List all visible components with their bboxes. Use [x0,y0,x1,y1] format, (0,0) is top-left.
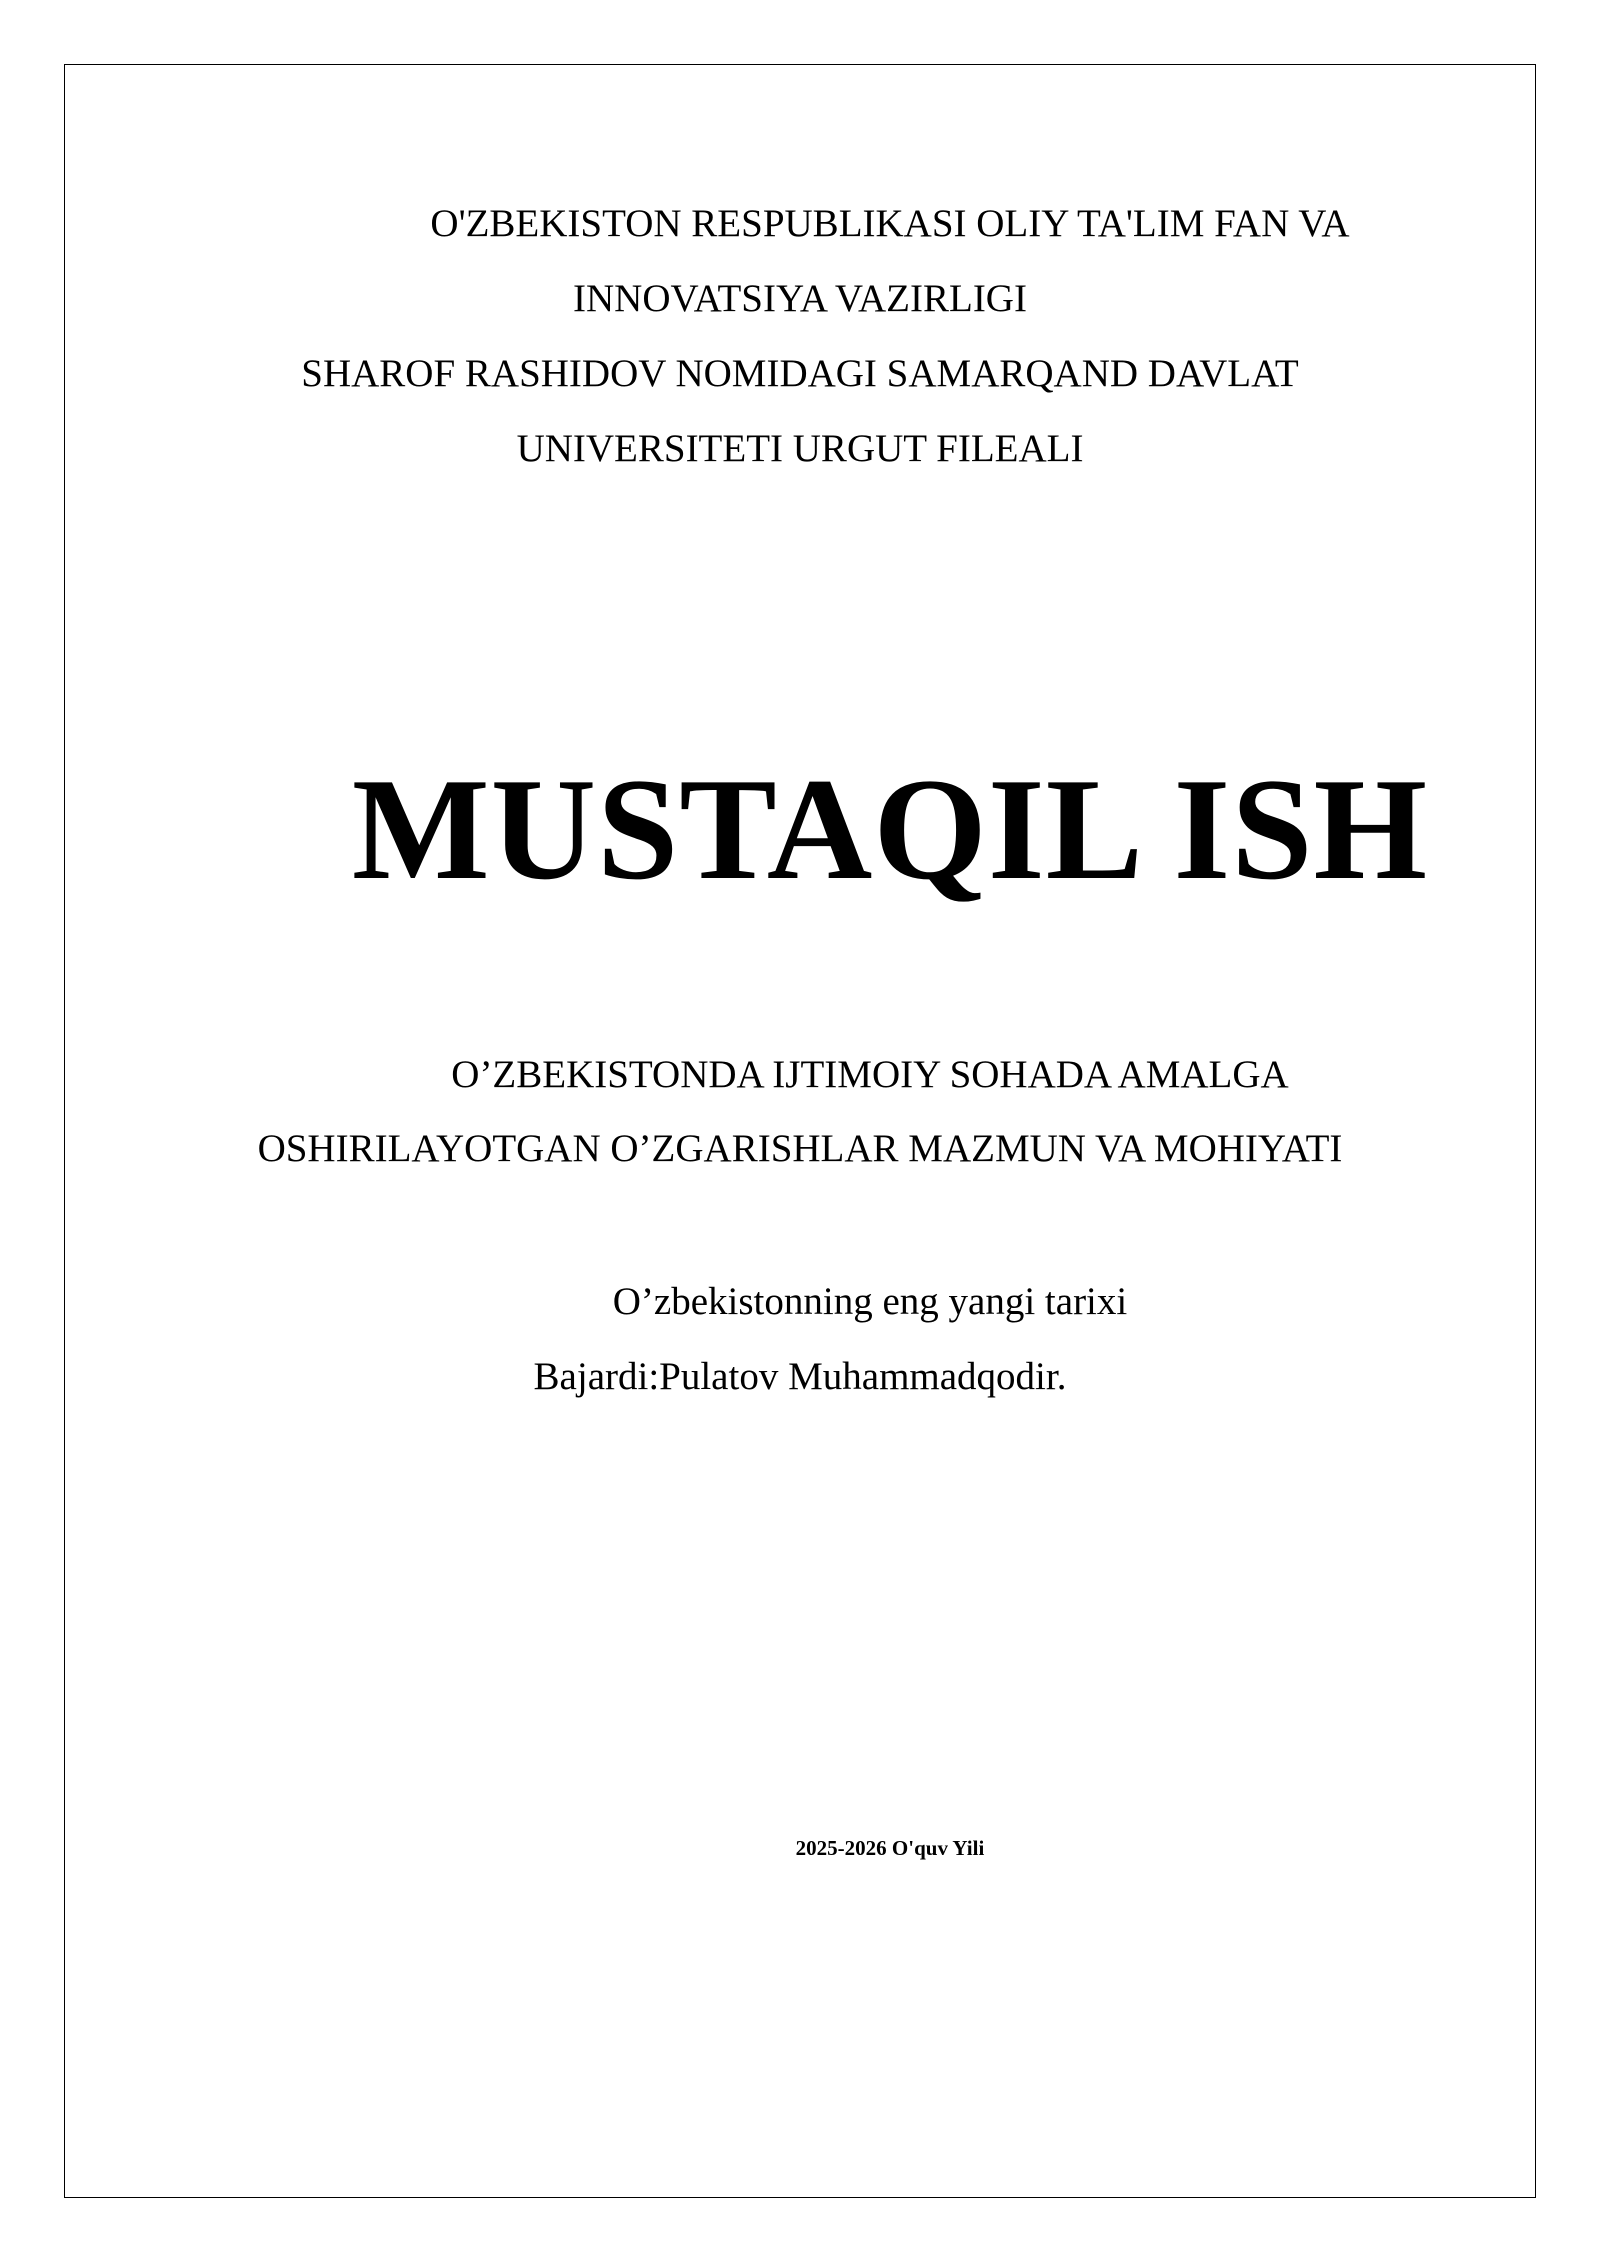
document-title: MUSTAQIL ISH [351,748,1429,910]
subject-name: O’zbekistonning eng yangi tarixi [612,1280,1128,1323]
author-line: Bajardi:Pulatov Muhammadqodir. [533,1355,1067,1398]
header-line-2: INNOVATSIYA VAZIRLIGI [573,277,1027,320]
header-line-3: SHAROF RASHIDOV NOMIDAGI SAMARQAND DAVLAT [301,352,1299,395]
topic-line-2: OSHIRILAYOTGAN O’ZGARISHLAR MAZMUN VA MOHIYATI [257,1127,1343,1170]
header-line-1: O'ZBEKISTON RESPUBLIKASI OLIY TA'LIM FAN VA [430,202,1350,245]
header-line-4: UNIVERSITETI URGUT FILEALI [516,427,1084,470]
academic-year: 2025-2026 O'quv Yili [795,1836,985,1860]
topic-line-1: O’ZBEKISTONDA IJTIMOIY SOHADA AMALGA [451,1053,1289,1096]
